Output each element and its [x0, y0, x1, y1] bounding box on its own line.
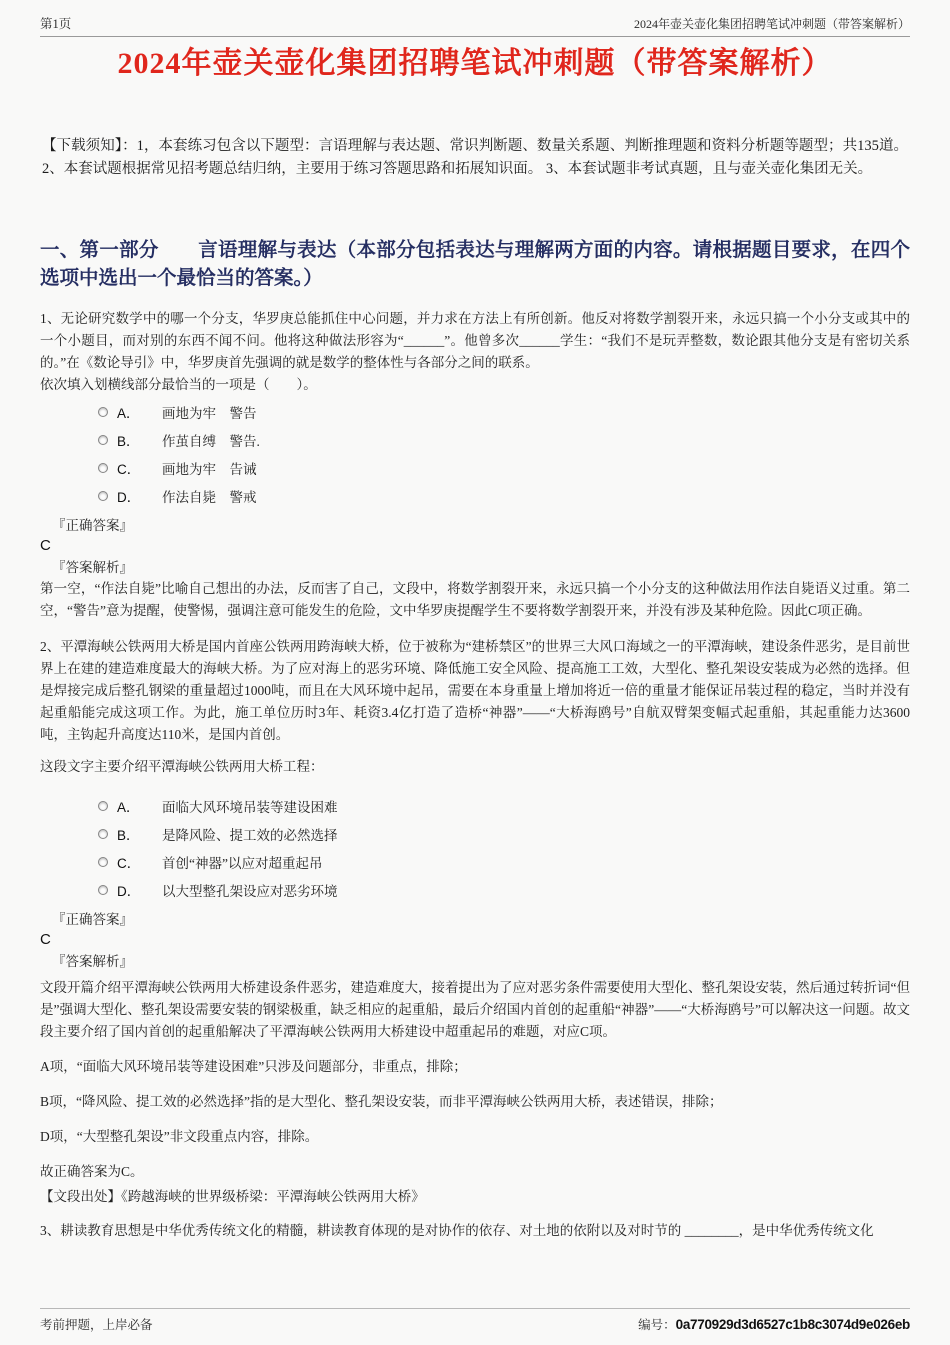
option-text: 画地为牢 告诫 — [162, 462, 257, 477]
question-1-stem: 1、无论研究数学中的哪一个分支，华罗庚总能抓住中心问题，并力求在方法上有所创新。他反对将数学割裂开来，永远只搞一个小分支或其中的一个小题目，而对别的东西不闻不问。他将这种做法形容为“______”。他曾多次______学生：“我们不是玩弄整数，数论跟其他分支是有密切关系的。”在《数论导引》中，华罗庚首先强调的就是数学的整体性与各部分之间的联系。 — [40, 311, 910, 370]
radio-button-icon[interactable] — [98, 829, 108, 839]
question-1-option-c[interactable] — [40, 454, 910, 482]
question-2-analysis-option-d: D项，“大型整孔架设”非文段重点内容，排除。 — [40, 1129, 319, 1144]
question-2-answer-label: 『正确答案』 — [52, 912, 133, 927]
question-1 — [40, 308, 910, 622]
radio-button-icon[interactable] — [98, 463, 108, 473]
download-notice: 【下载须知】：1，本套练习包含以下题型：言语理解与表达题、常识判断题、数量关系题、判断推理题和资料分析题等题型；共135道。2、本套试题根据常见招考题总结归纳，主要用于练习答题思路和拓展知识面。 3、本套试题非考试真题，且与壶关壶化集团无关。 — [42, 138, 908, 177]
question-1-prompt: 依次填入划横线部分最恰当的一项是（ ）。 — [40, 377, 317, 392]
question-1-answer-label: 『正确答案』 — [52, 518, 133, 533]
footer-serial-label: 编号： — [638, 1318, 676, 1332]
question-1-analysis: 第一空，“作法自毙”比喻自己想出的办法，反而害了自己，文段中，将数学割裂开来，永远只搞一个小分支的这种做法用作法自毙语义过重。第二空，“警告”意为提醒，使警惕，强调注意可能发生的危险，文中华罗庚提醒学生不要将数学割裂开来，并没有涉及某种危险。因此C项正确。 — [40, 581, 910, 618]
question-1-analysis-label: 『答案解析』 — [52, 560, 133, 575]
question-2-analysis-main: 文段开篇介绍平潭海峡公铁两用大桥建设条件恶劣，建造难度大，接着提出为了应对恶劣条件需要使用大型化、整孔架设安装，然后通过转折词“但是”强调大型化、整孔架设需要安装的钢梁极重，缺乏相应的起重船，最后介绍国内首创的起重船“神器”——“大桥海鸥号”可以解决这一问题。故文段主要介绍了国内首创的起重船解决了平潭海峡公铁两用大桥建设中超重起吊的难题，对应C项。 — [40, 980, 910, 1039]
question-2-prompt: 这段文字主要介绍平潭海峡公铁两用大桥工程： — [40, 759, 324, 774]
running-footer — [40, 1308, 910, 1333]
option-letter: C． — [117, 462, 141, 477]
question-1-answer: C — [40, 537, 51, 554]
radio-button-icon[interactable] — [98, 857, 108, 867]
footer-serial — [638, 1315, 910, 1333]
option-text: 以大型整孔架设应对恶劣环境 — [162, 884, 338, 899]
footer-slogan: 考前押题，上岸必备 — [40, 1318, 153, 1332]
document-title: 2024年壶关壶化集团招聘笔试冲刺题（带答案解析） — [117, 47, 833, 80]
section-heading: 一、第一部分 言语理解与表达（本部分包括表达与理解两方面的内容。请根据题目要求，在四个选项中选出一个最恰当的答案。） — [40, 240, 910, 289]
question-2-option-b[interactable] — [40, 820, 910, 848]
radio-button-icon[interactable] — [98, 801, 108, 811]
radio-button-icon[interactable] — [98, 885, 108, 895]
option-letter: D． — [117, 884, 141, 899]
option-letter: A． — [117, 406, 140, 421]
option-text: 作法自毙 警戒 — [162, 490, 257, 505]
option-text: 首创“神器”以应对超重起吊 — [162, 856, 323, 871]
question-1-option-a[interactable] — [40, 398, 910, 426]
option-letter: C． — [117, 856, 141, 871]
question-2-conclusion: 故正确答案为C。 — [40, 1164, 144, 1179]
question-2 — [40, 636, 910, 1208]
page-number: 第1页 — [40, 17, 72, 31]
question-2-stem: 2、平潭海峡公铁两用大桥是国内首座公铁两用跨海峡大桥，位于被称为“建桥禁区”的世界三大风口海域之一的平潭海峡，建设条件恶劣，是目前世界上在建的建造难度最大的海峡大桥。为了应对海上的恶劣环境、降低施工安全风险、提高施工工效，大型化、整孔架设安装成为必然的选择。但是焊接完成后整孔钢梁的重量超过1000吨，而且在大风环境中起吊，需要在本身重量上增加将近一倍的重量才能保证吊装过程的稳定，当时并没有起重船能完成这项工作。为此，施工单位历时3年、耗资3.4亿打造了造桥“神器”——“大桥海鸥号”自航双臂架变幅式起重船，其起重能力达3600吨，主钩起升高度达110米，是国内首创。 — [40, 639, 910, 742]
option-text: 作茧自缚 警告. — [162, 434, 260, 449]
question-2-option-a[interactable] — [40, 792, 910, 820]
question-1-option-d[interactable] — [40, 482, 910, 510]
option-letter: B． — [117, 828, 140, 843]
option-letter: A． — [117, 800, 140, 815]
question-2-source: 【文段出处】《跨越海峡的世界级桥梁：平潭海峡公铁两用大桥》 — [40, 1189, 425, 1204]
question-2-options — [40, 792, 910, 904]
option-letter: B． — [117, 434, 140, 449]
option-text: 是降风险、提工效的必然选择 — [162, 828, 338, 843]
option-text: 画地为牢 警告 — [162, 406, 257, 421]
question-1-options — [40, 398, 910, 510]
question-2-answer: C — [40, 931, 51, 948]
question-2-analysis-option-b: B项，“降风险、提工效的必然选择”指的是大型化、整孔架设安装，而非平潭海峡公铁两用大桥，表述错误，排除； — [40, 1094, 723, 1109]
question-3-stem: 3、耕读教育思想是中华优秀传统文化的精髓，耕读教育体现的是对协作的依存、对土地的依附以及对时节的 ________，是中华优秀传统文化 — [40, 1223, 874, 1238]
question-2-option-d[interactable] — [40, 876, 910, 904]
running-header — [40, 0, 910, 37]
radio-button-icon[interactable] — [98, 435, 108, 445]
radio-button-icon[interactable] — [98, 491, 108, 501]
option-letter: D． — [117, 490, 141, 505]
question-2-analysis-option-a: A项，“面临大风环境吊装等建设困难”只涉及问题部分，非重点，排除； — [40, 1059, 467, 1074]
question-2-analysis-label: 『答案解析』 — [52, 954, 133, 969]
question-1-option-b[interactable] — [40, 426, 910, 454]
header-doc-title: 2024年壶关壶化集团招聘笔试冲刺题（带答案解析） — [633, 17, 910, 31]
radio-button-icon[interactable] — [98, 407, 108, 417]
option-text: 面临大风环境吊装等建设困难 — [162, 800, 338, 815]
footer-serial-value: 0a770929d3d6527c1b8c3074d9e026eb — [675, 1317, 910, 1332]
question-2-option-c[interactable] — [40, 848, 910, 876]
